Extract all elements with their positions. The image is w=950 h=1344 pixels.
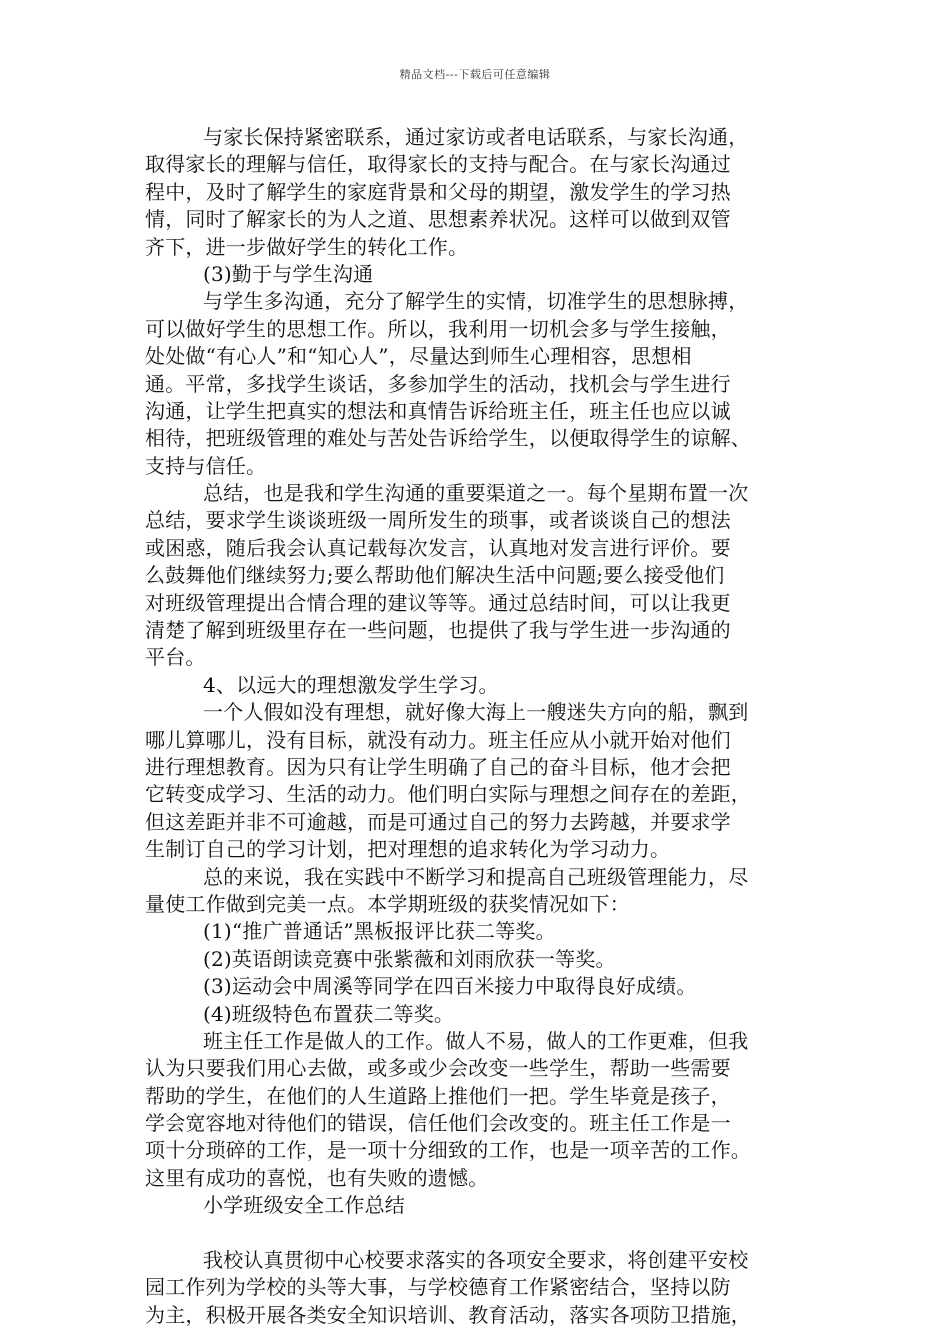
text-line: 可以做好学生的思想工作。所以，我利用一切机会多与学生接触， (145, 316, 731, 341)
text-line: 学会宽容地对待他们的错误，信任他们会改变的。班主任工作是一 (145, 1111, 731, 1136)
text-line: (1)“推广普通话”黑板报评比获二等奖。 (203, 919, 556, 944)
text-line: 总的来说，我在实践中不断学习和提高自己班级管理能力，尽 (203, 864, 749, 889)
text-line: 一个人假如没有理想，就好像大海上一艘迷失方向的船，飘到 (203, 700, 749, 725)
text-line: (2)英语朗读竞赛中张紫薇和刘雨欣获一等奖。 (203, 946, 616, 971)
text-line: 4、以远大的理想激发学生学习。 (203, 672, 499, 697)
text-line: 它转变成学习、生活的动力。他们明白实际与理想之间存在的差距， (145, 782, 751, 807)
text-line: 班主任工作是做人的工作。做人不易，做人的工作更难，但我 (203, 1028, 749, 1053)
text-line: 总结，要求学生谈谈班级一周所发生的琐事，或者谈谈自己的想法 (145, 508, 731, 533)
page-header: 精品文档---下载后可任意编辑 (399, 68, 551, 81)
text-line: 沟通，让学生把真实的想法和真情告诉给班主任，班主任也应以诚 (145, 398, 731, 423)
document-body (145, 124, 815, 1329)
text-line: 情，同时了解家长的为人之道、思想素养状况。这样可以做到双管 (145, 207, 731, 232)
text-line: 取得家长的理解与信任，取得家长的支持与配合。在与家长沟通过 (145, 152, 731, 177)
blank-line (145, 1220, 815, 1247)
text-line: (3)运动会中周溪等同学在四百米接力中取得良好成绩。 (203, 974, 697, 999)
text-line: 量使工作做到完美一点。本学期班级的获奖情况如下： (145, 891, 630, 916)
text-line: 平台。 (145, 645, 206, 670)
text-line: 通。平常，多找学生谈话，多参加学生的活动，找机会与学生进行 (145, 371, 731, 396)
text-line: 帮助的学生，在他们的人生道路上推他们一把。学生毕竟是孩子， (145, 1083, 731, 1108)
text-line: 我校认真贯彻中心校要求落实的各项安全要求，将创建平安校 (203, 1248, 749, 1273)
text-line: 这里有成功的喜悦，也有失败的遗憾。 (145, 1165, 489, 1190)
text-line: 项十分琐碎的工作，是一项十分细致的工作，也是一项辛苦的工作。 (145, 1138, 751, 1163)
text-line: 支持与信任。 (145, 453, 267, 478)
text-line: 相待，把班级管理的难处与苦处告诉给学生，以便取得学生的谅解、 (145, 426, 751, 451)
text-line: 总结，也是我和学生沟通的重要渠道之一。每个星期布置一次 (203, 481, 749, 506)
text-line: 与学生多沟通，充分了解学生的实情，切准学生的思想脉搏， (203, 289, 749, 314)
text-line: 清楚了解到班级里存在一些问题，也提供了我与学生进一步沟通的 (145, 618, 731, 643)
text-line: 进行理想教育。因为只有让学生明确了自己的奋斗目标，他才会把 (145, 754, 731, 779)
text-line: 么鼓舞他们继续努力;要么帮助他们解决生活中问题;要么接受他们 (145, 563, 725, 588)
text-line: 对班级管理提出合情合理的建议等等。通过总结时间，可以让我更 (145, 590, 731, 615)
text-line: (4)班级特色布置获二等奖。 (203, 1001, 455, 1026)
text-line: 但这差距并非不可逾越，而是可通过自己的努力去跨越，并要求学 (145, 809, 731, 834)
text-line: (3)勤于与学生沟通 (203, 261, 374, 286)
text-line: 为主，积极开展各类安全知识培训、教育活动，落实各项防卫措施， (145, 1302, 751, 1327)
text-line: 程中，及时了解学生的家庭背景和父母的期望，激发学生的学习热 (145, 179, 731, 204)
text-line: 生制订自己的学习计划，把对理想的追求转化为学习动力。 (145, 837, 671, 862)
text-line: 园工作列为学校的头等大事，与学校德育工作紧密结合，坚持以防 (145, 1275, 731, 1300)
text-line: 与家长保持紧密联系，通过家访或者电话联系，与家长沟通， (203, 125, 749, 149)
text-line: 哪儿算哪儿，没有目标，就没有动力。班主任应从小就开始对他们 (145, 727, 731, 752)
text-line: 齐下，进一步做好学生的转化工作。 (145, 234, 469, 259)
text-line: 认为只要我们用心去做，或多或少会改变一些学生，帮助一些需要 (145, 1056, 731, 1081)
text-line: 或困惑，随后我会认真记载每次发言，认真地对发言进行评价。要 (145, 535, 731, 560)
text-line: 小学班级安全工作总结 (203, 1193, 405, 1218)
text-line: 处处做“有心人”和“知心人”，尽量达到师生心理相容，思想相 (145, 344, 692, 369)
